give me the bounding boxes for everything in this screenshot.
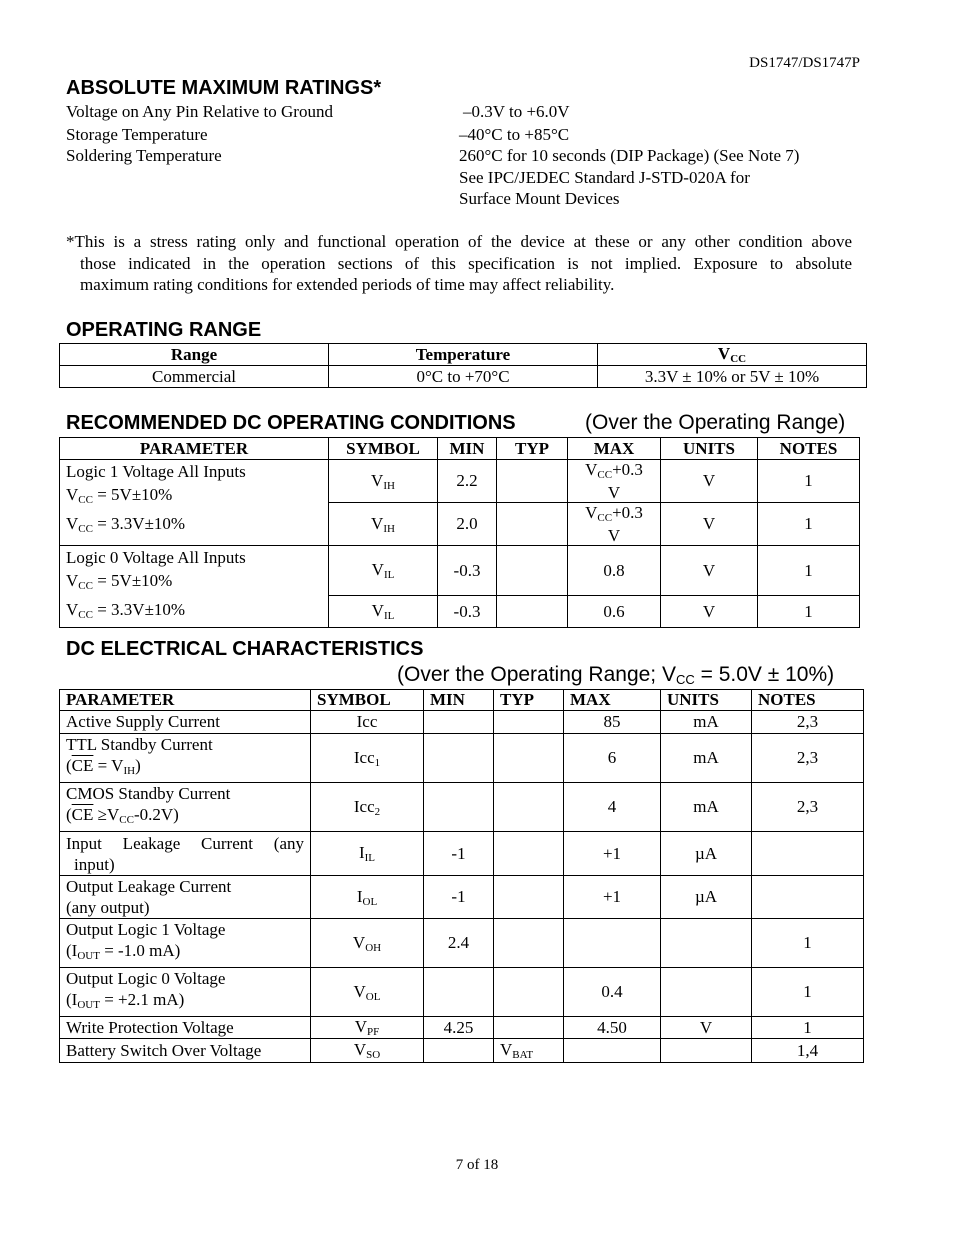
- parameter-cell: TTL Standby Current $(\overline{CE} = V_{IH})$: [60, 734, 311, 783]
- table-row: [60, 460, 860, 503]
- stress-note-line: *This is a stress rating only and functional operation of the device at these or any other condition above: [66, 232, 852, 251]
- notes-cell: [752, 832, 864, 876]
- page-number: 7 of 18: [455, 1157, 499, 1173]
- max-cell: 6: [564, 734, 661, 783]
- section-subtitle-rec-dc: (Over the Operating Range): [585, 411, 846, 434]
- units-cell: V: [661, 460, 758, 503]
- typ-cell: [494, 919, 564, 968]
- units-cell: V: [661, 1017, 752, 1039]
- max-cell: 85: [564, 711, 661, 734]
- max-cell: 0.8: [568, 546, 661, 596]
- abs-max-label: Storage Temperature: [66, 125, 208, 144]
- symbol-cell: $V_{IL}$: [329, 596, 438, 628]
- symbol-cell: $V_{PF}$: [311, 1017, 424, 1039]
- typ-cell: [494, 968, 564, 1017]
- table-header: MAX: [564, 690, 661, 711]
- max-cell: 0.6: [568, 596, 661, 628]
- notes-cell: 1: [758, 460, 860, 503]
- max-cell: +1: [564, 876, 661, 919]
- min-cell: [424, 968, 494, 1017]
- table-row: [60, 1039, 864, 1063]
- units-cell: mA: [661, 734, 752, 783]
- typ-cell: [494, 876, 564, 919]
- min-cell: 4.25: [424, 1017, 494, 1039]
- min-cell: 2.0: [438, 503, 497, 546]
- stress-note-line: maximum rating conditions for extended periods of time may affect reliability.: [80, 275, 615, 294]
- max-cell: 4.50: [564, 1017, 661, 1039]
- abs-max-value-extra: See IPC/JEDEC Standard J-STD-020A for: [459, 168, 750, 187]
- parameter-cell: Logic 1 Voltage All Inputs $V_{CC} = 5V\pm 10\%$ $V_{CC} = 3.3V\pm 10\%$: [60, 460, 329, 546]
- abs-max-value: 260°C for 10 seconds (DIP Package) (See Note 7): [459, 146, 800, 165]
- notes-cell: 1: [752, 919, 864, 968]
- typ-cell: [494, 783, 564, 832]
- table-row: [60, 366, 867, 388]
- section-title-abs-max: ABSOLUTE MAXIMUM RATINGS*: [66, 77, 382, 99]
- table-header: UNITS: [661, 690, 752, 711]
- section-subtitle-dc-elec: (Over the Operating Range; $V_{CC} = 5.0V \pm 10\%$): [397, 663, 835, 687]
- section-title-dc-elec: DC ELECTRICAL CHARACTERISTICS: [66, 638, 424, 660]
- abs-max-value: –0.3V to +6.0V: [463, 102, 570, 121]
- table-header: Range: [60, 344, 329, 366]
- table-header: UNITS: [661, 438, 758, 460]
- table-header: TYP: [494, 690, 564, 711]
- operating-range-table: [59, 343, 867, 388]
- symbol-cell: $I_{OL}$: [311, 876, 424, 919]
- abs-max-label: Voltage on Any Pin Relative to Ground: [66, 102, 333, 121]
- table-header: MIN: [438, 438, 497, 460]
- notes-cell: 1: [758, 503, 860, 546]
- units-cell: [661, 919, 752, 968]
- typ-cell: [494, 832, 564, 876]
- min-cell: -0.3: [438, 596, 497, 628]
- table-row: [60, 876, 864, 919]
- section-title-op-range: OPERATING RANGE: [66, 319, 262, 341]
- symbol-cell: Icc$_2$: [311, 783, 424, 832]
- notes-cell: [752, 876, 864, 919]
- parameter-cell: Output Leakage Current (any output): [60, 876, 311, 919]
- min-cell: 2.4: [424, 919, 494, 968]
- notes-cell: 1: [758, 546, 860, 596]
- symbol-cell: $V_{IL}$: [329, 546, 438, 596]
- notes-cell: 1: [752, 1017, 864, 1039]
- notes-cell: 1,4: [752, 1039, 864, 1063]
- table-row: [60, 968, 864, 1017]
- table-row: [60, 546, 860, 596]
- parameter-cell: Battery Switch Over Voltage: [60, 1039, 311, 1063]
- table-header: MIN: [424, 690, 494, 711]
- doc-id: DS1747/DS1747P: [749, 55, 860, 71]
- rec-dc-table: [59, 437, 860, 628]
- table-header: Temperature: [329, 344, 598, 366]
- typ-cell: [497, 546, 568, 596]
- min-cell: -0.3: [438, 546, 497, 596]
- symbol-cell: $V_{SO}$: [311, 1039, 424, 1063]
- table-header: SYMBOL: [329, 438, 438, 460]
- min-cell: [424, 1039, 494, 1063]
- parameter-cell: Active Supply Current: [60, 711, 311, 734]
- parameter-cell: Output Logic 1 Voltage ($I_{OUT} = -1.0$ mA): [60, 919, 311, 968]
- vcc-cell: 3.3V ± 10% or 5V ± 10%: [598, 366, 867, 388]
- section-title-rec-dc: RECOMMENDED DC OPERATING CONDITIONS: [66, 412, 516, 434]
- typ-cell: [497, 503, 568, 546]
- symbol-cell: Icc$_1$: [311, 734, 424, 783]
- parameter-cell: CMOS Standby Current $(\overline{CE} \ge V_{CC}-0.2V)$: [60, 783, 311, 832]
- temperature-cell: 0°C to +70°C: [329, 366, 598, 388]
- notes-cell: 1: [752, 968, 864, 1017]
- typ-cell: [494, 1017, 564, 1039]
- typ-cell: [497, 596, 568, 628]
- table-header: SYMBOL: [311, 690, 424, 711]
- units-cell: V: [661, 546, 758, 596]
- units-cell: µA: [661, 876, 752, 919]
- table-row: [60, 1017, 864, 1039]
- table-header: PARAMETER: [60, 438, 329, 460]
- symbol-cell: $V_{IH}$: [329, 503, 438, 546]
- symbol-cell: $V_{IH}$: [329, 460, 438, 503]
- stress-note-line: those indicated in the operation sections of this specification is not implied. Exposure to absolute: [80, 254, 852, 273]
- table-header: NOTES: [752, 690, 864, 711]
- table-header: PARAMETER: [60, 690, 311, 711]
- table-header: $V_{CC}$: [598, 344, 867, 366]
- table-row: [60, 832, 864, 876]
- max-cell: [564, 1039, 661, 1063]
- min-cell: -1: [424, 832, 494, 876]
- units-cell: [661, 1039, 752, 1063]
- parameter-cell: Logic 0 Voltage All Inputs $V_{CC} = 5V\pm 10\%$ $V_{CC} = 3.3V\pm 10\%$: [60, 546, 329, 628]
- symbol-cell: $V_{OH}$: [311, 919, 424, 968]
- min-cell: 2.2: [438, 460, 497, 503]
- max-cell: 0.4: [564, 968, 661, 1017]
- max-cell: [564, 919, 661, 968]
- table-row: [60, 734, 864, 783]
- units-cell: mA: [661, 783, 752, 832]
- range-cell: Commercial: [60, 366, 329, 388]
- typ-cell: $V_{BAT}$: [494, 1039, 564, 1063]
- typ-cell: [497, 460, 568, 503]
- notes-cell: 1: [758, 596, 860, 628]
- table-header: MAX: [568, 438, 661, 460]
- notes-cell: 2,3: [752, 734, 864, 783]
- min-cell: [424, 711, 494, 734]
- symbol-cell: $V_{OL}$: [311, 968, 424, 1017]
- units-cell: V: [661, 596, 758, 628]
- dc-elec-table: [59, 689, 864, 1063]
- parameter-cell: Output Logic 0 Voltage ($I_{OUT} = +2.1$ mA): [60, 968, 311, 1017]
- symbol-cell: $I_{IL}$: [311, 832, 424, 876]
- typ-cell: [494, 734, 564, 783]
- units-cell: µA: [661, 832, 752, 876]
- units-cell: [661, 968, 752, 1017]
- notes-cell: 2,3: [752, 711, 864, 734]
- abs-max-label: Soldering Temperature: [66, 146, 222, 165]
- parameter-cell: Write Protection Voltage: [60, 1017, 311, 1039]
- min-cell: -1: [424, 876, 494, 919]
- max-cell: +1: [564, 832, 661, 876]
- table-header: NOTES: [758, 438, 860, 460]
- symbol-cell: Icc: [311, 711, 424, 734]
- notes-cell: 2,3: [752, 783, 864, 832]
- units-cell: mA: [661, 711, 752, 734]
- units-cell: V: [661, 503, 758, 546]
- max-cell: $V_{CC}+0.3$ V: [568, 503, 661, 546]
- table-row: [60, 783, 864, 832]
- max-cell: 4: [564, 783, 661, 832]
- typ-cell: [494, 711, 564, 734]
- table-row: [60, 711, 864, 734]
- max-cell: $V_{CC}+0.3$ V: [568, 460, 661, 503]
- parameter-cell: Input Leakage Current (any input): [60, 832, 311, 876]
- table-header: TYP: [497, 438, 568, 460]
- abs-max-value-extra: Surface Mount Devices: [459, 189, 620, 208]
- abs-max-value: –40°C to +85°C: [459, 125, 570, 144]
- table-row: [60, 919, 864, 968]
- min-cell: [424, 783, 494, 832]
- min-cell: [424, 734, 494, 783]
